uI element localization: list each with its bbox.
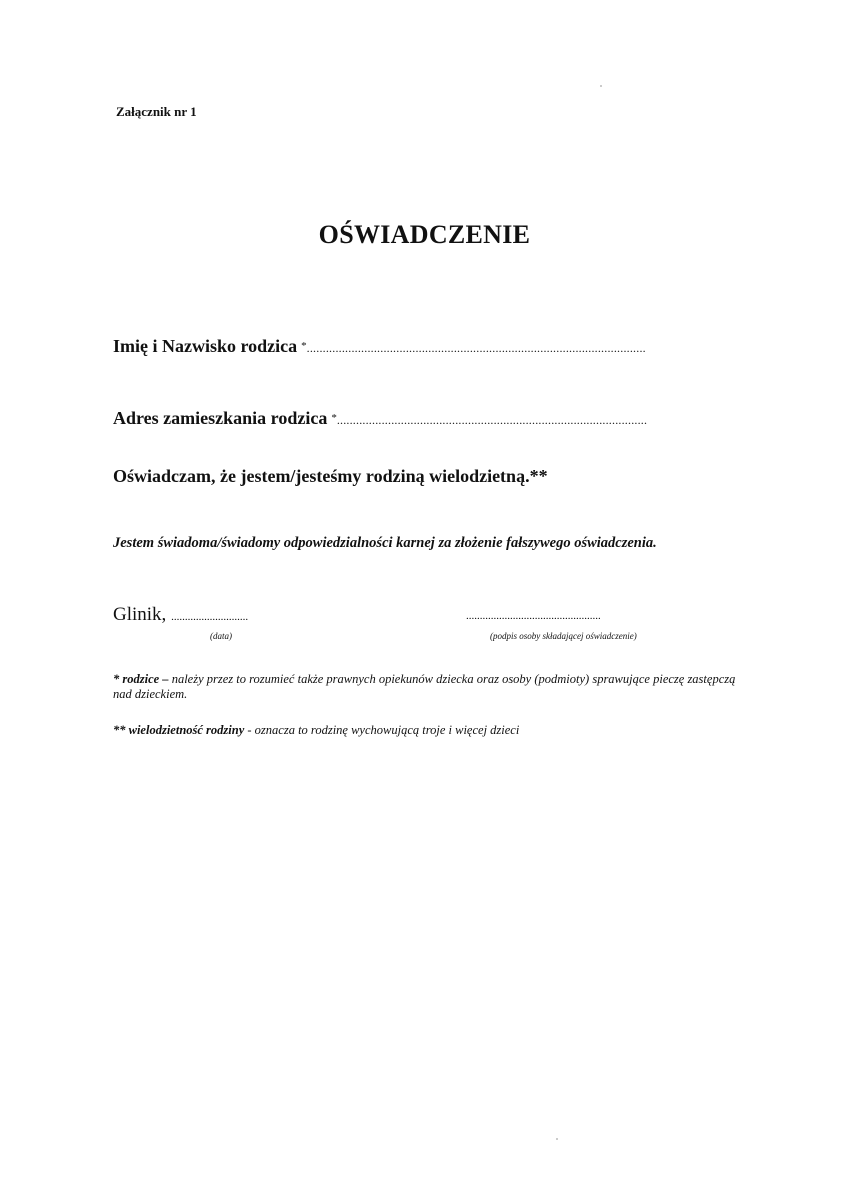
parent-name-dotted-line[interactable]: .......................................................................................................... xyxy=(306,341,646,355)
date-dotted-line[interactable]: ............................ xyxy=(171,611,249,623)
parent-name-field[interactable] xyxy=(113,336,646,357)
footnote-large-family-term: ** wielodzietność rodziny xyxy=(113,723,245,737)
scan-speck xyxy=(556,1138,558,1140)
parent-address-dotted-line[interactable]: ................................................................................................. xyxy=(336,413,648,427)
declaration-text: Oświadczam, że jestem/jesteśmy rodziną wielodzietną.** xyxy=(113,466,548,486)
parent-name-label: Imię i Nazwisko rodzica xyxy=(113,336,298,356)
signature-dotted-line[interactable]: ................................................. xyxy=(466,610,601,622)
footnote-large-family xyxy=(113,723,753,738)
parent-name-marker: * xyxy=(301,340,307,352)
footnote-large-family-text: - oznacza to rodzinę wychowującą troje i więcej dzieci xyxy=(244,723,520,737)
annex-label: Załącznik nr 1 xyxy=(116,104,197,119)
footnote-parents-text: należy przez to rozumieć także prawnych opiekunów dziecka oraz osoby (podmioty) sprawujące pieczę zastępczą nad dzieckiem. xyxy=(113,672,736,701)
date-caption: (data) xyxy=(210,631,232,641)
document-title: OŚWIADCZENIE xyxy=(318,220,531,249)
awareness-statement: Jestem świadoma/świadomy odpowiedzialności karnej za złożenie fałszywego oświadczenia. xyxy=(113,535,657,551)
signature-caption: (podpis osoby składającej oświadczenie) xyxy=(490,631,637,641)
parent-address-label: Adres zamieszkania rodzica xyxy=(113,408,328,428)
place-name: Glinik, xyxy=(113,604,167,625)
parent-address-field[interactable] xyxy=(113,408,647,429)
parent-address-marker: * xyxy=(331,412,337,424)
footnote-parents-term: * rodzice – xyxy=(113,672,169,686)
scan-speck xyxy=(600,85,602,87)
footnote-parents xyxy=(113,672,753,702)
place-date-field[interactable] xyxy=(113,604,248,626)
